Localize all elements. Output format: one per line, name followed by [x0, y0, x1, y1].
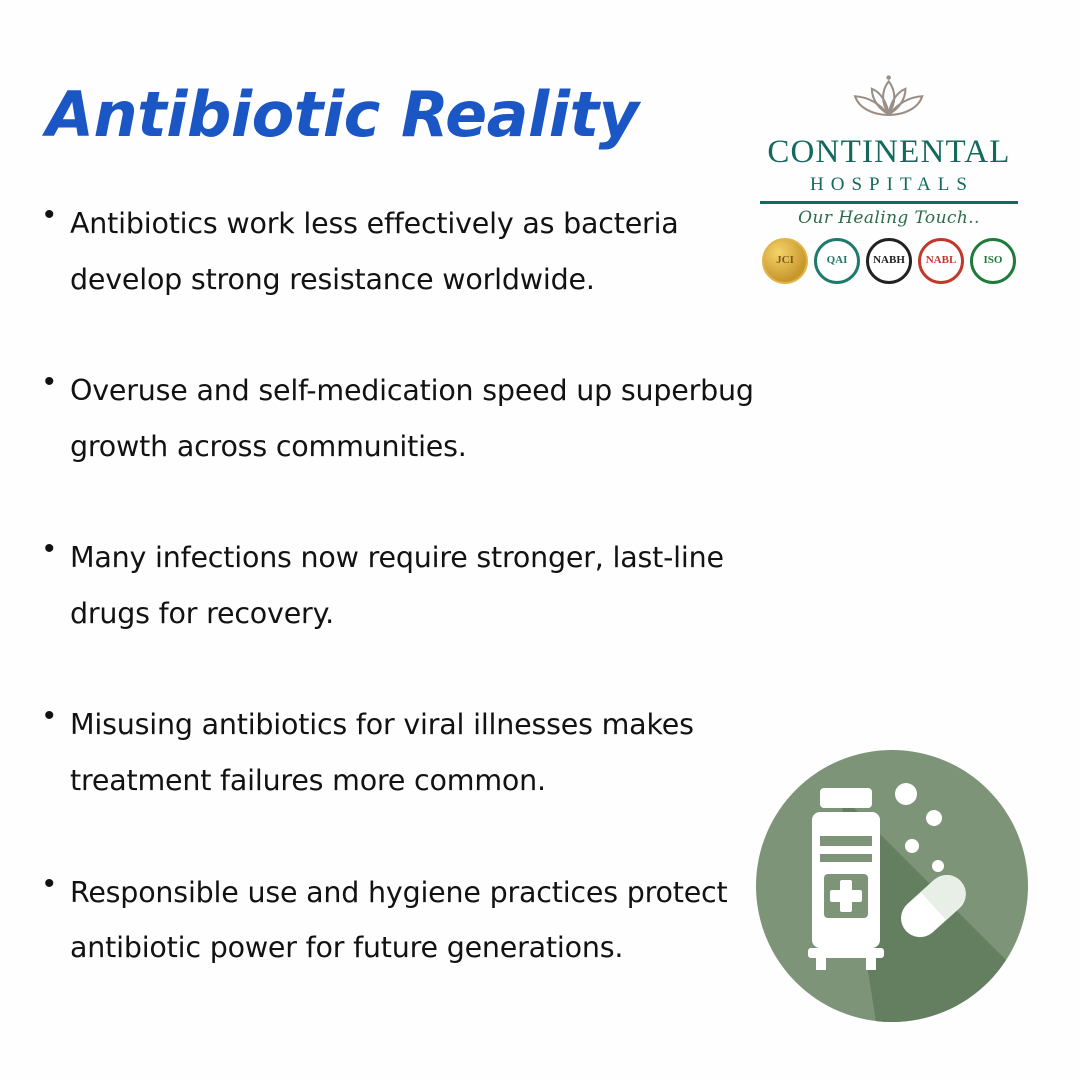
list-item-text: Overuse and self-medication speed up superbug growth across communities. — [70, 374, 754, 463]
list-item — [44, 697, 784, 808]
brand-divider — [760, 201, 1018, 204]
list-item — [44, 865, 784, 976]
bullet-marker-icon: • — [44, 532, 55, 566]
brand-tagline: Our Healing Touch.. — [798, 207, 980, 228]
red-accreditation-badge: NABL — [918, 238, 964, 284]
bullet-marker-icon: • — [44, 866, 55, 900]
list-item-text: Responsible use and hygiene practices protect antibiotic power for future generations. — [70, 875, 728, 965]
lotus-icon — [814, 72, 963, 128]
list-item-text: Misusing antibiotics for viral illnesses makes treatment failures more common. — [70, 708, 694, 797]
bullet-marker-icon: • — [44, 699, 55, 733]
bullet-marker-icon: • — [44, 365, 55, 399]
list-item — [44, 196, 784, 307]
gold-seal-badge: JCI — [762, 238, 808, 284]
brand-logo — [754, 72, 1024, 284]
list-item — [44, 363, 784, 474]
brand-subtitle: HOSPITALS — [810, 173, 974, 195]
bullet-list — [44, 196, 784, 1032]
medicine-bottle-and-pills-icon — [756, 750, 1028, 1022]
list-item — [44, 530, 784, 641]
green-accreditation-badge: ISO — [970, 238, 1016, 284]
nabh-badge: NABH — [866, 238, 912, 284]
accreditation-badges — [754, 238, 1024, 284]
page-title: Antibiotic Reality — [46, 78, 639, 151]
brand-name: CONTINENTAL — [767, 134, 1011, 170]
bullet-marker-icon: • — [44, 198, 55, 231]
list-item-text: Antibiotics work less effectively as bacteria develop strong resistance worldwide. — [70, 207, 679, 296]
qai-badge: QAI — [814, 238, 860, 284]
list-item-text: Many infections now require stronger, last-line drugs for recovery. — [70, 541, 724, 630]
